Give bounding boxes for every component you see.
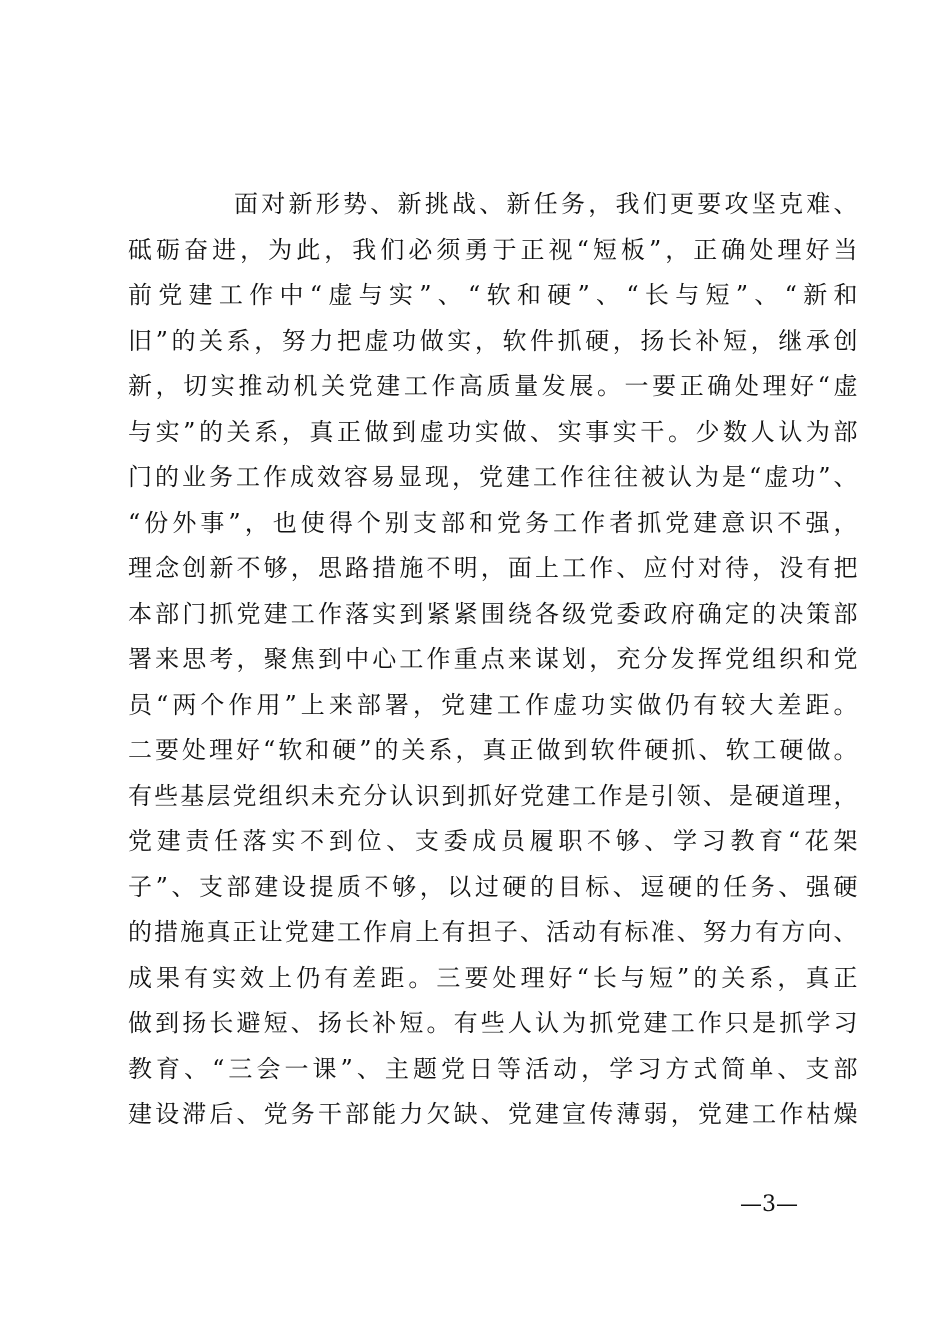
- text-line: 新，切实推动机关党建工作高质量发展。一要正确处理好“虚: [128, 372, 858, 400]
- text-line: 前党建工作中“虚与实”、“软和硬”、“长与短”、“新和: [128, 281, 858, 309]
- text-line: 理念创新不够，思路措施不明，面上工作、应付对待，没有把: [128, 554, 858, 582]
- text-line: 砥砺奋进，为此，我们必须勇于正视“短板”，正确处理好当: [128, 235, 858, 264]
- text-line: 面对新形势、新挑战、新任务，我们更要攻坚克难、: [234, 190, 858, 218]
- text-line: 教育、“三会一课”、主题党日等活动，学习方式简单、支部: [128, 1054, 858, 1083]
- text-line: 门的业务工作成效容易显现，党建工作往往被认为是“虚功”、: [128, 463, 858, 491]
- text-line: 子”、支部建设提质不够，以过硬的目标、逗硬的任务、强硬: [128, 872, 858, 901]
- text-line: 的措施真正让党建工作肩上有担子、活动有标准、努力有方向、: [128, 918, 858, 946]
- page-number: —3—: [740, 1192, 798, 1217]
- text-line: 成果有实效上仍有差距。三要处理好“长与短”的关系，真正: [128, 963, 858, 992]
- text-line: 本部门抓党建工作落实到紧紧围绕各级党委政府确定的决策部: [128, 599, 858, 628]
- text-line: 建设滞后、党务干部能力欠缺、党建宣传薄弱，党建工作枯燥: [128, 1100, 858, 1128]
- text-line: 做到扬长避短、扬长补短。有些人认为抓党建工作只是抓学习: [128, 1009, 858, 1037]
- text-line: 与实”的关系，真正做到虚功实做、实事实干。少数人认为部: [128, 417, 858, 446]
- text-line: 署来思考，聚焦到中心工作重点来谋划，充分发挥党组织和党: [128, 645, 858, 673]
- text-line: 二要处理好“软和硬”的关系，真正做到软件硬抓、软工硬做。: [128, 736, 858, 764]
- text-line: “份外事”，也使得个别支部和党务工作者抓党建意识不强，: [128, 508, 858, 537]
- text-line: 党建责任落实不到位、支委成员履职不够、学习教育“花架: [128, 827, 858, 855]
- text-line: 有些基层党组织未充分认识到抓好党建工作是引领、是硬道理，: [128, 781, 858, 810]
- text-line: 旧”的关系，努力把虚功做实，软件抓硬，扬长补短，继承创: [128, 326, 858, 355]
- text-line: 员“两个作用”上来部署，党建工作虚功实做仍有较大差距。: [128, 690, 858, 719]
- body-paragraph: [128, 182, 858, 1138]
